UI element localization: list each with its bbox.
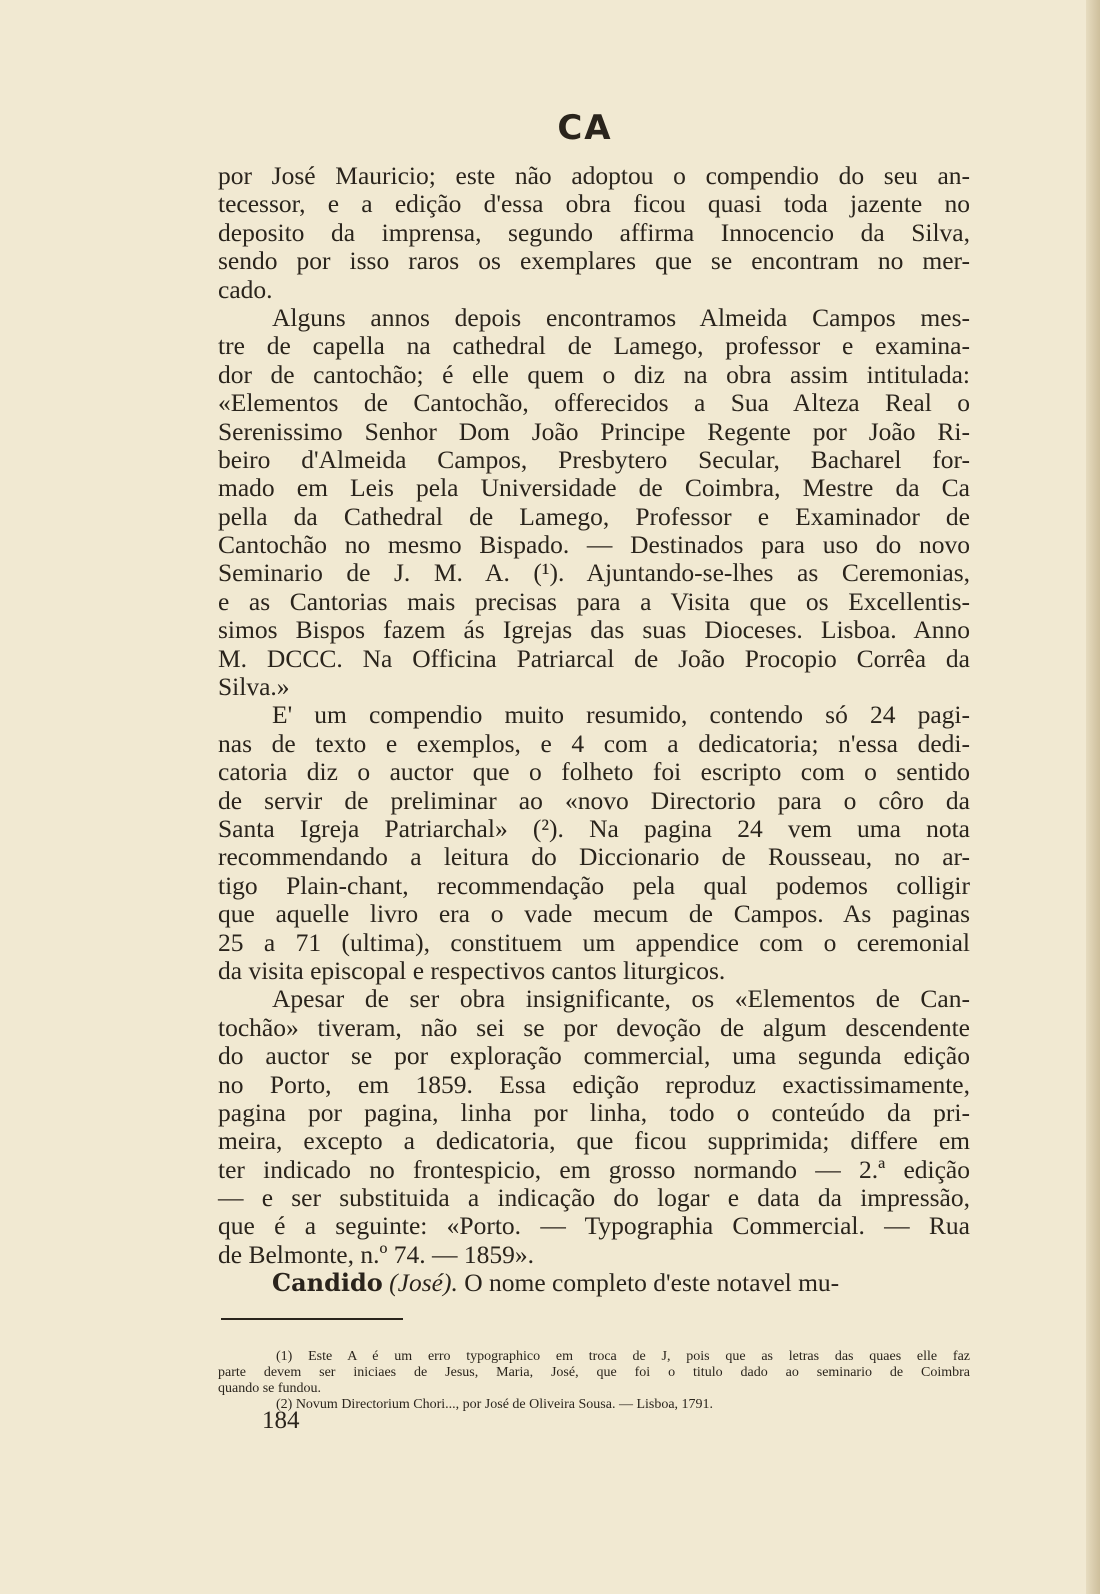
page-number: 184 <box>262 1407 300 1434</box>
page-edge <box>1086 0 1100 1594</box>
text-line: Apesar de ser obra insignificante, os «Elementos de Can- <box>272 984 970 1014</box>
text-line: sendo por isso raros os exemplares que se encontram no mer- <box>218 246 970 276</box>
text-line: beiro d'Almeida Campos, Presbytero Secular, Bacharel for- <box>218 444 970 474</box>
text-line: E' um compendio muito resumido, contendo só 24 pagi- <box>272 700 970 730</box>
footnote-line: quando se fundou. <box>218 1381 322 1396</box>
text-line: no Porto, em 1859. Essa edição reproduz exactissimamente, <box>218 1069 970 1099</box>
text-line: 25 a 71 (ultima), constituem um appendice com o ceremonial <box>218 927 970 957</box>
text-line: catoria diz o auctor que o folheto foi escripto com o sentido <box>218 757 970 787</box>
text-line: tecessor, e a edição d'essa obra ficou quasi toda jazente no <box>218 189 970 219</box>
text-line: deposito da imprensa, segundo affirma Innocencio da Silva, <box>218 217 970 247</box>
entry-text: O nome completo d'este notavel mu- <box>464 1268 840 1298</box>
text-line: e as Cantorias mais precisas para a Visita que os Excellentis- <box>218 586 970 616</box>
body-text <box>218 162 970 1298</box>
footnote-line: (2) Novum Directorium Chori..., por José de Oliveira Sousa. — Lisboa, 1791. <box>276 1397 714 1412</box>
text-line: Silva.» <box>218 672 290 702</box>
text-line: por José Mauricio; este não adoptou o compendio do seu an- <box>218 161 970 190</box>
text-line: Cantochão no mesmo Bispado. — Destinados para uso do novo <box>218 530 970 560</box>
running-head: CA <box>557 108 613 148</box>
text-line: cado. <box>218 274 273 304</box>
text-line: Alguns annos depois encontramos Almeida Campos mes- <box>272 302 970 332</box>
text-line: de Belmonte, n.º 74. — 1859». <box>218 1239 534 1269</box>
text-line: mado em Leis pela Universidade de Coimbra, Mestre da Ca <box>218 473 970 503</box>
text-line: Serenissimo Senhor Dom João Principe Regente por João Ri- <box>218 416 970 446</box>
entry-line <box>218 1269 970 1297</box>
text-line: dor de cantochão; é elle quem o diz na obra assim intitulada: <box>218 359 970 389</box>
text-line: recommendando a leitura do Diccionario de Rousseau, no ar- <box>218 842 970 872</box>
text-line: pella da Cathedral de Lamego, Professor e Examinador de <box>218 501 970 531</box>
text-line: — e ser substituida a indicação do logar e data da impressão, <box>218 1183 970 1213</box>
text-line: simos Bispos fazem ás Igrejas das suas Dioceses. Lisboa. Anno <box>218 615 970 645</box>
text-line: «Elementos de Cantochão, offerecidos a Sua Alteza Real o <box>218 388 970 418</box>
footnote-line: (1) Este A é um erro typographico em troca de J, pois que as letras das quaes elle faz <box>276 1349 970 1364</box>
text-line: tochão» tiveram, não sei se por devoção de algum descendente <box>218 1012 970 1042</box>
text-line: tre de capella na cathedral de Lamego, professor e examina- <box>218 331 970 361</box>
text-line: tigo Plain-chant, recommendação pela qual podemos colligir <box>218 870 970 900</box>
text-line: Santa Igreja Patriarchal» (²). Na pagina 24 vem uma nota <box>218 813 970 843</box>
text-line: meira, excepto a dedicatoria, que ficou supprimida; differe em <box>218 1126 970 1156</box>
entry-name: (José). <box>389 1268 458 1298</box>
text-line: Seminario de J. M. A. (¹). Ajuntando-se-lhes as Ceremonias, <box>218 558 970 588</box>
text-line: nas de texto e exemplos, e 4 com a dedicatoria; n'essa dedi- <box>218 728 970 758</box>
footnote-line: parte devem ser iniciaes de Jesus, Maria, José, que foi o titulo dado ao seminario de Coimbra <box>218 1365 970 1380</box>
text-line: ter indicado no frontespicio, em grosso normando — 2.ª edição <box>218 1154 970 1184</box>
footnotes <box>218 1349 970 1413</box>
entry-heading: Candido <box>272 1268 383 1298</box>
text-line: do auctor se por exploração commercial, uma segunda edição <box>218 1041 970 1071</box>
text-line: que é a seguinte: «Porto. — Typographia Commercial. — Rua <box>218 1211 970 1241</box>
text-line: M. DCCC. Na Officina Patriarcal de João Procopio Corrêa da <box>218 643 970 673</box>
text-line: pagina por pagina, linha por linha, todo o conteúdo da pri- <box>218 1097 970 1127</box>
footnote-rule <box>221 1318 403 1320</box>
text-line: que aquelle livro era o vade mecum de Campos. As paginas <box>218 899 970 929</box>
text-line: da visita episcopal e respectivos cantos liturgicos. <box>218 955 726 985</box>
text-line: de servir de preliminar ao «novo Directorio para o côro da <box>218 785 970 815</box>
